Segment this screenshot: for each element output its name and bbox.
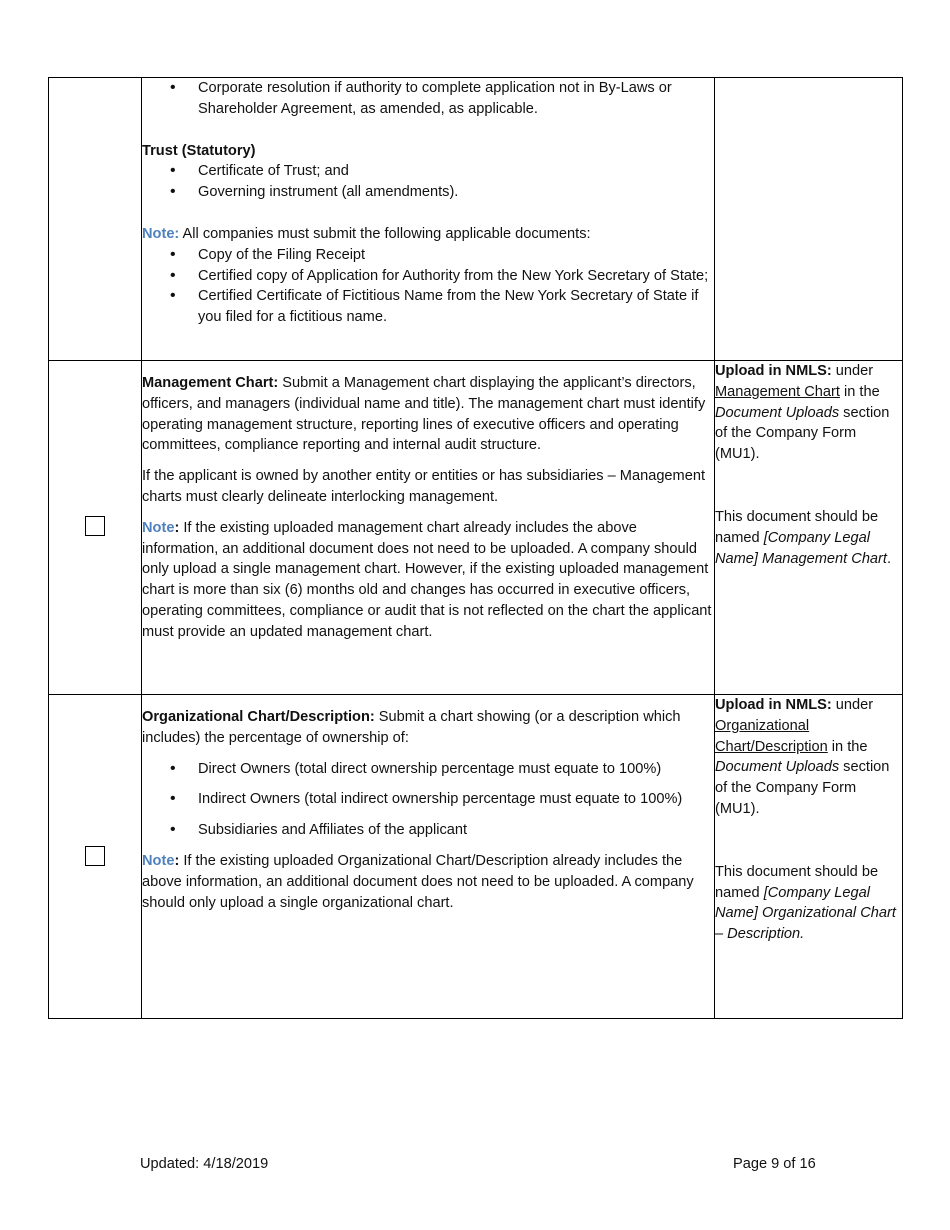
list-item: • Indirect Owners (total indirect ownership percentage must equate to 100%)	[142, 789, 714, 810]
note-colon: :	[174, 852, 180, 869]
naming-instruction	[715, 507, 902, 569]
organizational-chart-checkbox[interactable]	[85, 846, 105, 866]
note-label: Note:	[142, 225, 180, 242]
note-text: If the existing uploaded Organizational Chart/Description already includes the above information, an additional document does not need to be uploaded. A company should only upload a single organizational chart.	[142, 852, 694, 911]
note-paragraph	[142, 224, 714, 245]
table-row	[49, 695, 903, 1019]
requirements-cell	[142, 695, 715, 1019]
note-colon: :	[174, 519, 180, 536]
note-text: If the existing uploaded management chart already includes the above information, an additional document does not need to be uploaded. A company should only upload a single management chart. However, if the existing uploaded management chart is more than six (6) months old and changes has occurred in executive officers, operating committees, compliance or audit that is not reflected on the chart the applicant must provide an updated management chart.	[142, 519, 712, 640]
footer-page-number: Page 9 of 16	[733, 1156, 816, 1172]
management-chart-checkbox[interactable]	[85, 516, 105, 536]
upload-instructions-cell	[715, 361, 903, 695]
upload-text: in the	[839, 383, 880, 400]
naming-instruction	[715, 862, 902, 945]
upload-text: under	[831, 697, 874, 713]
note-label: Note	[142, 852, 175, 869]
list-item: • Subsidiaries and Affiliates of the applicant	[142, 820, 714, 841]
upload-section-name: Document Uploads	[715, 404, 840, 421]
list-item: • Copy of the Filing Receipt	[142, 245, 714, 266]
upload-instruction	[715, 695, 902, 820]
requirements-table	[48, 77, 903, 1019]
note-text: All companies must submit the following applicable documents:	[179, 225, 591, 242]
requirements-cell	[142, 361, 715, 695]
checkbox-column-cell	[49, 78, 142, 361]
upload-text: under	[831, 363, 874, 379]
list-item: • Direct Owners (total direct ownership percentage must equate to 100%)	[142, 759, 714, 780]
management-chart-paragraph	[142, 373, 714, 456]
note-paragraph	[142, 518, 714, 643]
list-item: • Corporate resolution if authority to complete application not in By-Laws or Shareholder Agreement, as amended, as applicable.	[142, 78, 714, 120]
upload-instructions-cell	[715, 695, 903, 1019]
management-chart-link[interactable]: Management Chart	[715, 383, 840, 400]
paragraph-text: Submit a chart showing (or a description which includes) the percentage of ownership of:	[142, 709, 681, 746]
list-item: • Governing instrument (all amendments).	[142, 182, 714, 203]
bullet-list	[142, 759, 714, 841]
organizational-chart-link[interactable]: Organizational Chart/Description	[715, 717, 828, 755]
upload-instruction	[715, 361, 902, 465]
checkbox-column-cell	[49, 361, 142, 695]
list-item: • Certified Certificate of Fictitious Name from the New York Secretary of State if you filed for a fictitious name.	[142, 286, 714, 328]
note-label: Note	[142, 519, 175, 536]
list-item: • Certified copy of Application for Authority from the New York Secretary of State;	[142, 266, 714, 287]
organizational-chart-paragraph	[142, 707, 714, 749]
naming-text: .	[886, 550, 892, 567]
upload-label: Upload in NMLS:	[715, 697, 832, 713]
note-paragraph	[142, 851, 714, 913]
document-name: [Company Legal Name] Organizational Chart – Description.	[715, 884, 896, 943]
bullet-list	[142, 161, 714, 203]
upload-text: section of the Company Form (MU1).	[715, 404, 890, 463]
requirements-cell	[142, 78, 715, 361]
section-heading: Trust (Statutory)	[142, 142, 256, 159]
checkbox-column-cell	[49, 695, 142, 1019]
upload-instructions-cell	[715, 78, 903, 361]
table-row	[49, 361, 903, 695]
document-name: [Company Legal Name] Management Chart	[715, 529, 887, 567]
paragraph-text: If the applicant is owned by another entity or entities or has subsidiaries – Management charts must clearly delineate interlocking management.	[142, 468, 705, 505]
table-row	[49, 78, 903, 361]
bullet-list	[142, 78, 714, 120]
section-title: Organizational Chart/Description:	[142, 709, 375, 725]
section-title: Management Chart:	[142, 375, 279, 391]
upload-text: section of the Company Form (MU1).	[715, 759, 890, 817]
bullet-list	[142, 245, 714, 328]
naming-text: This document should be named	[715, 508, 879, 546]
naming-text: This document should be named	[715, 863, 879, 901]
footer-updated-date: Updated: 4/18/2019	[140, 1156, 269, 1172]
upload-text: in the	[827, 738, 868, 755]
upload-section-name: Document Uploads	[715, 759, 840, 776]
paragraph-text: Submit a Management chart displaying the applicant’s directors, officers, and managers (individual name and title). The management chart must identify operating management structure, reporting lines of executive officers and operating committees, compliance reporting and internal audit structure.	[142, 375, 706, 454]
list-item: • Certificate of Trust; and	[142, 161, 714, 182]
upload-label: Upload in NMLS:	[715, 363, 832, 379]
